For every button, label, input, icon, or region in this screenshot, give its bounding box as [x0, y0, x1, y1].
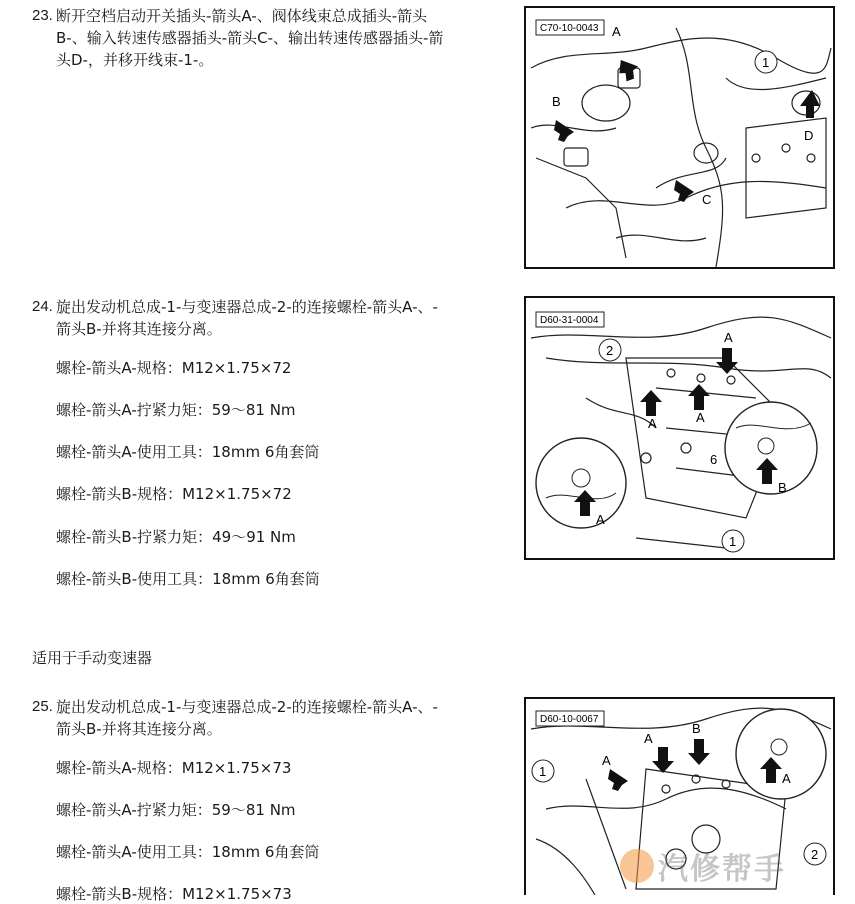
svg-text:B: B — [692, 721, 701, 736]
svg-text:A: A — [596, 512, 605, 527]
svg-text:1: 1 — [539, 764, 547, 779]
svg-text:D: D — [804, 128, 814, 143]
spec-line: 螺栓-箭头B-使用工具：18mm 6角套筒 — [56, 570, 320, 588]
svg-text:2: 2 — [811, 847, 819, 862]
svg-text:A: A — [612, 24, 621, 39]
svg-text:A: A — [724, 330, 733, 345]
spec-line: 螺栓-箭头B-规格：M12×1.75×72 — [56, 485, 292, 503]
watermark-logo-icon — [620, 849, 654, 883]
figure-c70-10-0043 — [524, 6, 835, 269]
spec-line: 螺栓-箭头A-规格：M12×1.75×73 — [56, 759, 292, 777]
svg-text:A: A — [648, 416, 657, 431]
spec-line: 螺栓-箭头A-拧紧力矩：59～81 Nm — [56, 401, 296, 419]
svg-text:C: C — [702, 192, 712, 207]
figure-id: D60-10-0067 — [540, 714, 599, 725]
step-23 — [32, 5, 452, 71]
spec-line: 螺栓-箭头A-拧紧力矩：59～81 Nm — [56, 801, 296, 819]
svg-text:1: 1 — [729, 534, 737, 549]
step-text: 旋出发动机总成-1-与变速器总成-2-的连接螺栓-箭头A-、-箭头B-并将其连接分离。 — [56, 698, 438, 738]
svg-text:A: A — [644, 731, 653, 746]
svg-text:A: A — [782, 771, 791, 786]
step-text: 断开空档启动开关插头-箭头A-、阀体线束总成插头-箭头B-、输入转速传感器插头-箭头C-、输出转速传感器插头-箭头D-，并移开线束-1-。 — [56, 7, 444, 69]
svg-text:A: A — [696, 410, 705, 425]
step-25 — [32, 696, 452, 740]
watermark — [620, 846, 786, 886]
svg-text:B: B — [778, 480, 787, 495]
spec-line: 螺栓-箭头A-使用工具：18mm 6角套筒 — [56, 843, 320, 861]
step-number: 24. — [32, 298, 53, 315]
step-number: 25. — [32, 698, 53, 715]
figure-id: C70-10-0043 — [540, 23, 599, 34]
spec-line: 螺栓-箭头A-规格：M12×1.75×72 — [56, 359, 292, 377]
step-number: 23. — [32, 7, 53, 24]
watermark-text: 汽修帮手 — [658, 852, 786, 887]
spec-line: 螺栓-箭头A-使用工具：18mm 6角套筒 — [56, 443, 320, 461]
svg-text:A: A — [602, 753, 611, 768]
figure-id: D60-31-0004 — [540, 315, 599, 326]
svg-text:6: 6 — [710, 452, 718, 467]
spec-line: 螺栓-箭头B-拧紧力矩：49～91 Nm — [56, 528, 296, 546]
step-text: 旋出发动机总成-1-与变速器总成-2-的连接螺栓-箭头A-、-箭头B-并将其连接分离。 — [56, 298, 438, 338]
figure-d60-31-0004 — [524, 296, 835, 560]
svg-text:1: 1 — [762, 55, 770, 70]
svg-text:2: 2 — [606, 343, 614, 358]
svg-text:B: B — [552, 94, 561, 109]
section-heading: 适用于手动变速器 — [32, 649, 153, 667]
step-24 — [32, 296, 452, 340]
spec-line: 螺栓-箭头B-规格：M12×1.75×73 — [56, 885, 292, 903]
